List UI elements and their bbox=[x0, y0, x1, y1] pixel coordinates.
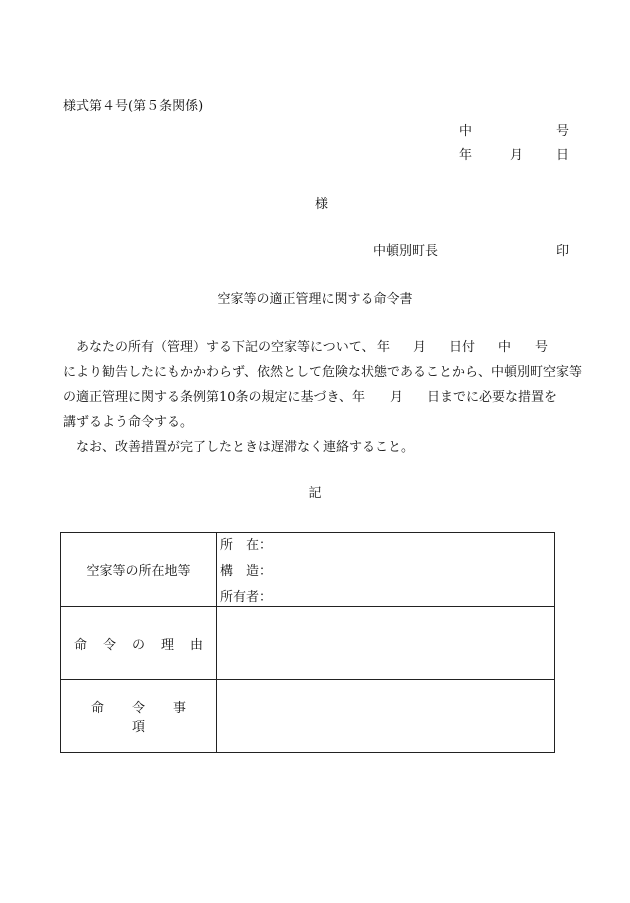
body-line-2-text: により勧告したにもかかわらず、依然として危険な状態であることから、中頓別町空家等 bbox=[63, 365, 582, 380]
date-month: 月 bbox=[510, 148, 524, 163]
reason-label bbox=[61, 607, 217, 680]
body-line-4 bbox=[63, 415, 563, 440]
body-line-1-go: 号 bbox=[535, 340, 549, 355]
address-label: 所 在： bbox=[220, 538, 273, 553]
body-text bbox=[63, 340, 582, 465]
reason-char: 命 bbox=[73, 637, 87, 653]
body-line-1 bbox=[63, 340, 563, 365]
owner-label: 所有者： bbox=[220, 590, 273, 605]
issuer-title: 中頓別町長 bbox=[373, 244, 439, 259]
row-items bbox=[61, 680, 555, 753]
body-line-3-year: 年 bbox=[352, 390, 366, 405]
ki-heading: 記 bbox=[308, 486, 322, 501]
issuer bbox=[373, 244, 569, 260]
body-line-1-year: 年 bbox=[377, 340, 391, 355]
reason-value bbox=[217, 607, 555, 680]
row-location bbox=[61, 533, 555, 607]
body-line-3 bbox=[63, 390, 563, 415]
items-value bbox=[217, 680, 555, 753]
body-line-5-text: なお、改善措置が完了したときは遅滞なく連絡すること。 bbox=[76, 440, 415, 455]
items-char: 令 bbox=[131, 701, 145, 716]
number-prefix: 中 bbox=[459, 124, 473, 139]
body-line-4-text: 講ずるよう命令する。 bbox=[63, 415, 194, 430]
form-number: 様式第４号(第５条関係) bbox=[63, 99, 204, 114]
body-line-2 bbox=[63, 365, 582, 390]
document-date bbox=[459, 148, 569, 164]
body-line-3-text: の適正管理に関する条例第10条の規定に基づき、 bbox=[63, 390, 353, 405]
document-title: 空家等の適正管理に関する命令書 bbox=[217, 292, 413, 307]
date-day: 日 bbox=[555, 148, 569, 163]
items-char: 事 bbox=[173, 701, 187, 716]
document-number bbox=[459, 124, 569, 140]
addressee-honorific: 様 bbox=[315, 197, 329, 212]
number-suffix: 号 bbox=[555, 124, 569, 139]
reason-char: 由 bbox=[190, 637, 204, 653]
structure-label: 構 造： bbox=[220, 564, 273, 579]
body-line-1-text: あなたの所有（管理）する下記の空家等について、 bbox=[76, 340, 375, 355]
body-line-1-dated: 日付 bbox=[449, 340, 476, 355]
body-line-5 bbox=[63, 440, 563, 465]
details-table bbox=[60, 532, 555, 753]
date-year: 年 bbox=[459, 148, 473, 163]
body-line-3-rest: 日までに必要な措置を bbox=[427, 390, 558, 405]
items-label bbox=[61, 680, 217, 753]
reason-char: 理 bbox=[161, 637, 175, 653]
reason-char: 令 bbox=[102, 637, 116, 653]
issuer-seal: 印 bbox=[555, 244, 569, 259]
items-char: 項 bbox=[131, 720, 145, 735]
reason-char: の bbox=[131, 637, 145, 653]
body-line-1-month: 月 bbox=[413, 340, 427, 355]
items-char: 命 bbox=[90, 701, 104, 716]
body-line-3-month: 月 bbox=[390, 390, 404, 405]
row-reason bbox=[61, 607, 555, 680]
location-label: 空家等の所在地等 bbox=[61, 533, 217, 607]
location-details bbox=[217, 533, 555, 607]
body-line-1-naka: 中 bbox=[498, 340, 512, 355]
